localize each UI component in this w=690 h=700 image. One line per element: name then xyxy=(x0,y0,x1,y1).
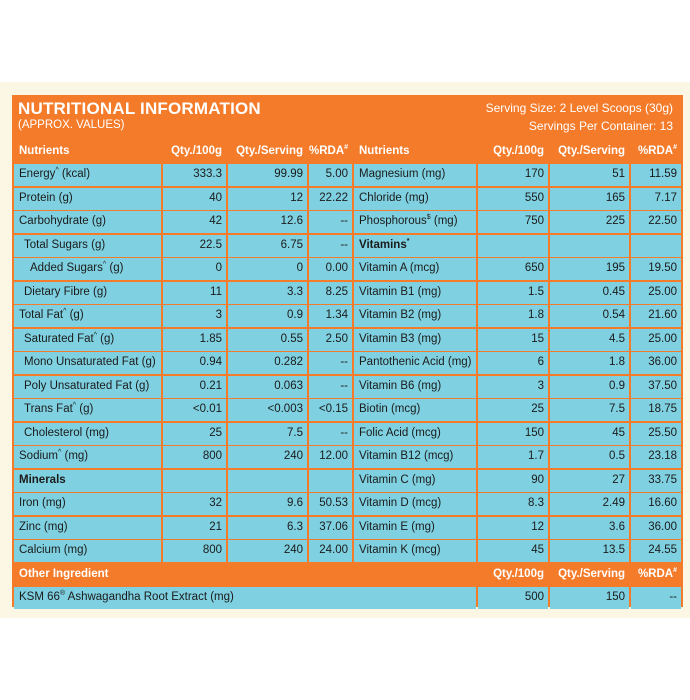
rda-percent: 1.34 xyxy=(309,305,352,327)
nutrient-name: Saturated Fat^ (g) xyxy=(14,329,161,351)
nutrient-name: Vitamin B12 (mcg) xyxy=(354,446,476,468)
rda-percent: 36.00 xyxy=(631,517,681,539)
qty-serving: 150 xyxy=(550,587,629,609)
qty-serving: 0.5 xyxy=(550,446,629,468)
rda-percent: <0.15 xyxy=(309,399,352,421)
rda-percent: 21.60 xyxy=(631,305,681,327)
qty-100g xyxy=(478,235,548,257)
nutrient-name: Total Sugars (g) xyxy=(14,235,161,257)
nutrient-name: Vitamin C (mg) xyxy=(354,470,476,492)
qty-100g: <0.01 xyxy=(163,399,226,421)
qty-100g: 90 xyxy=(478,470,548,492)
qty-serving: 0.54 xyxy=(550,305,629,327)
qty-100g: 0.21 xyxy=(163,376,226,398)
qty-100g: 0.94 xyxy=(163,352,226,374)
header-cell: %RDA# xyxy=(631,564,681,586)
qty-serving: 0.282 xyxy=(228,352,307,374)
qty-serving: 12.6 xyxy=(228,211,307,233)
rda-percent: 24.55 xyxy=(631,540,681,562)
qty-serving: 3.6 xyxy=(550,517,629,539)
serving-size: Serving Size: 2 Level Scoops (30g) xyxy=(485,101,673,115)
qty-serving: 195 xyxy=(550,258,629,280)
nutrient-name: Vitamin B6 (mg) xyxy=(354,376,476,398)
qty-serving: 4.5 xyxy=(550,329,629,351)
rda-percent: 18.75 xyxy=(631,399,681,421)
qty-100g: 550 xyxy=(478,188,548,210)
qty-serving: 9.6 xyxy=(228,493,307,515)
qty-serving: 99.99 xyxy=(228,164,307,186)
qty-serving: 2.49 xyxy=(550,493,629,515)
header-cell: Qty./Serving xyxy=(550,564,629,586)
nutrient-name: Trans Fat^ (g) xyxy=(14,399,161,421)
header-cell: %RDA# xyxy=(631,141,681,163)
rda-percent: 22.22 xyxy=(309,188,352,210)
qty-100g: 750 xyxy=(478,211,548,233)
nutrient-name: Carbohydrate (g) xyxy=(14,211,161,233)
qty-serving: 6.3 xyxy=(228,517,307,539)
qty-serving: 240 xyxy=(228,540,307,562)
qty-100g: 42 xyxy=(163,211,226,233)
nutrient-name: Added Sugars^ (g) xyxy=(14,258,161,280)
qty-100g: 32 xyxy=(163,493,226,515)
rda-percent: -- xyxy=(309,235,352,257)
nutrient-name: Vitamin E (mg) xyxy=(354,517,476,539)
rda-percent: 16.60 xyxy=(631,493,681,515)
rda-percent: 37.50 xyxy=(631,376,681,398)
nutrient-name: Cholesterol (mg) xyxy=(14,423,161,445)
qty-serving: 1.8 xyxy=(550,352,629,374)
qty-100g: 500 xyxy=(478,587,548,609)
rda-percent xyxy=(631,235,681,257)
rda-percent: 0.00 xyxy=(309,258,352,280)
qty-100g: 12 xyxy=(478,517,548,539)
qty-100g: 11 xyxy=(163,282,226,304)
header-cell: Nutrients xyxy=(354,141,476,163)
qty-100g: 800 xyxy=(163,446,226,468)
nutrient-name: Iron (mg) xyxy=(14,493,161,515)
rda-percent: 2.50 xyxy=(309,329,352,351)
qty-100g: 170 xyxy=(478,164,548,186)
rda-percent xyxy=(309,470,352,492)
qty-100g: 25 xyxy=(478,399,548,421)
qty-100g: 1.7 xyxy=(478,446,548,468)
qty-serving: 0.55 xyxy=(228,329,307,351)
ingredient-name: KSM 66® Ashwagandha Root Extract (mg) xyxy=(14,587,476,609)
nutrient-name: Vitamin B3 (mg) xyxy=(354,329,476,351)
rda-percent: 23.18 xyxy=(631,446,681,468)
qty-100g: 45 xyxy=(478,540,548,562)
qty-100g: 6 xyxy=(478,352,548,374)
qty-serving: 51 xyxy=(550,164,629,186)
qty-100g: 15 xyxy=(478,329,548,351)
rda-percent: 8.25 xyxy=(309,282,352,304)
rda-percent: 25.00 xyxy=(631,282,681,304)
rda-percent: 7.17 xyxy=(631,188,681,210)
qty-serving: 0.9 xyxy=(228,305,307,327)
servings-per-container: Servings Per Container: 13 xyxy=(528,119,673,133)
qty-100g: 1.85 xyxy=(163,329,226,351)
nutrient-name: Vitamin A (mcg) xyxy=(354,258,476,280)
qty-100g: 650 xyxy=(478,258,548,280)
rda-percent: -- xyxy=(309,211,352,233)
nutrient-name: Pantothenic Acid (mg) xyxy=(354,352,476,374)
rda-percent: 25.00 xyxy=(631,329,681,351)
other-ingredient-label: Other Ingredient xyxy=(14,564,476,586)
qty-serving: 3.3 xyxy=(228,282,307,304)
qty-100g: 1.5 xyxy=(478,282,548,304)
rda-percent: 24.00 xyxy=(309,540,352,562)
qty-serving xyxy=(228,470,307,492)
qty-serving: 27 xyxy=(550,470,629,492)
rda-percent: 19.50 xyxy=(631,258,681,280)
rda-percent: 12.00 xyxy=(309,446,352,468)
rda-percent: 33.75 xyxy=(631,470,681,492)
nutrient-name: Calcium (mg) xyxy=(14,540,161,562)
qty-100g: 40 xyxy=(163,188,226,210)
nutrient-name: Vitamins* xyxy=(354,235,476,257)
nutrient-name: Poly Unsaturated Fat (g) xyxy=(14,376,161,398)
qty-100g: 21 xyxy=(163,517,226,539)
nutrient-name: Biotin (mcg) xyxy=(354,399,476,421)
rda-percent: 50.53 xyxy=(309,493,352,515)
nutrient-name: Total Fat^ (g) xyxy=(14,305,161,327)
header-cell: Qty./100g xyxy=(163,141,226,163)
nutrient-name: Folic Acid (mcg) xyxy=(354,423,476,445)
qty-serving: 6.75 xyxy=(228,235,307,257)
nutrient-name: Phosphorous$ (mg) xyxy=(354,211,476,233)
rda-percent: 5.00 xyxy=(309,164,352,186)
qty-100g: 25 xyxy=(163,423,226,445)
nutrient-name: Vitamin K (mcg) xyxy=(354,540,476,562)
qty-serving: 7.5 xyxy=(550,399,629,421)
qty-serving: <0.003 xyxy=(228,399,307,421)
header-cell: Qty./100g xyxy=(478,141,548,163)
rda-percent: -- xyxy=(631,587,681,609)
qty-100g: 3 xyxy=(163,305,226,327)
nutrient-name: Energy^ (kcal) xyxy=(14,164,161,186)
header-cell: Nutrients xyxy=(14,141,161,163)
panel-title: NUTRITIONAL INFORMATION xyxy=(18,99,261,118)
header-cell: Qty./100g xyxy=(478,564,548,586)
nutrient-name: Vitamin B2 (mg) xyxy=(354,305,476,327)
rda-percent: -- xyxy=(309,352,352,374)
nutrient-name: Magnesium (mg) xyxy=(354,164,476,186)
panel-header xyxy=(12,95,683,139)
nutrient-name: Chloride (mg) xyxy=(354,188,476,210)
qty-serving: 225 xyxy=(550,211,629,233)
nutrient-name: Vitamin D (mcg) xyxy=(354,493,476,515)
qty-serving: 12 xyxy=(228,188,307,210)
nutrient-name: Protein (g) xyxy=(14,188,161,210)
qty-serving: 0.9 xyxy=(550,376,629,398)
rda-percent: -- xyxy=(309,376,352,398)
qty-serving: 13.5 xyxy=(550,540,629,562)
rda-percent: -- xyxy=(309,423,352,445)
nutrient-name: Vitamin B1 (mg) xyxy=(354,282,476,304)
qty-serving: 0 xyxy=(228,258,307,280)
qty-100g: 3 xyxy=(478,376,548,398)
qty-100g: 0 xyxy=(163,258,226,280)
qty-serving xyxy=(550,235,629,257)
qty-serving: 45 xyxy=(550,423,629,445)
qty-serving: 165 xyxy=(550,188,629,210)
qty-100g: 800 xyxy=(163,540,226,562)
nutrient-name: Dietary Fibre (g) xyxy=(14,282,161,304)
qty-100g: 22.5 xyxy=(163,235,226,257)
nutrient-name: Minerals xyxy=(14,470,161,492)
qty-serving: 0.063 xyxy=(228,376,307,398)
nutrient-name: Mono Unsaturated Fat (g) xyxy=(14,352,161,374)
rda-percent: 36.00 xyxy=(631,352,681,374)
rda-percent: 22.50 xyxy=(631,211,681,233)
header-cell: Qty./Serving xyxy=(550,141,629,163)
header-cell: Qty./Serving xyxy=(228,141,307,163)
qty-100g: 8.3 xyxy=(478,493,548,515)
qty-100g: 150 xyxy=(478,423,548,445)
qty-serving: 0.45 xyxy=(550,282,629,304)
header-cell: %RDA# xyxy=(309,141,352,163)
qty-100g xyxy=(163,470,226,492)
qty-100g: 1.8 xyxy=(478,305,548,327)
nutrient-name: Sodium^ (mg) xyxy=(14,446,161,468)
nutrient-name: Zinc (mg) xyxy=(14,517,161,539)
qty-100g: 333.3 xyxy=(163,164,226,186)
qty-serving: 240 xyxy=(228,446,307,468)
rda-percent: 11.59 xyxy=(631,164,681,186)
panel-subtitle: (APPROX. VALUES) xyxy=(18,119,125,131)
rda-percent: 25.50 xyxy=(631,423,681,445)
rda-percent: 37.06 xyxy=(309,517,352,539)
qty-serving: 7.5 xyxy=(228,423,307,445)
